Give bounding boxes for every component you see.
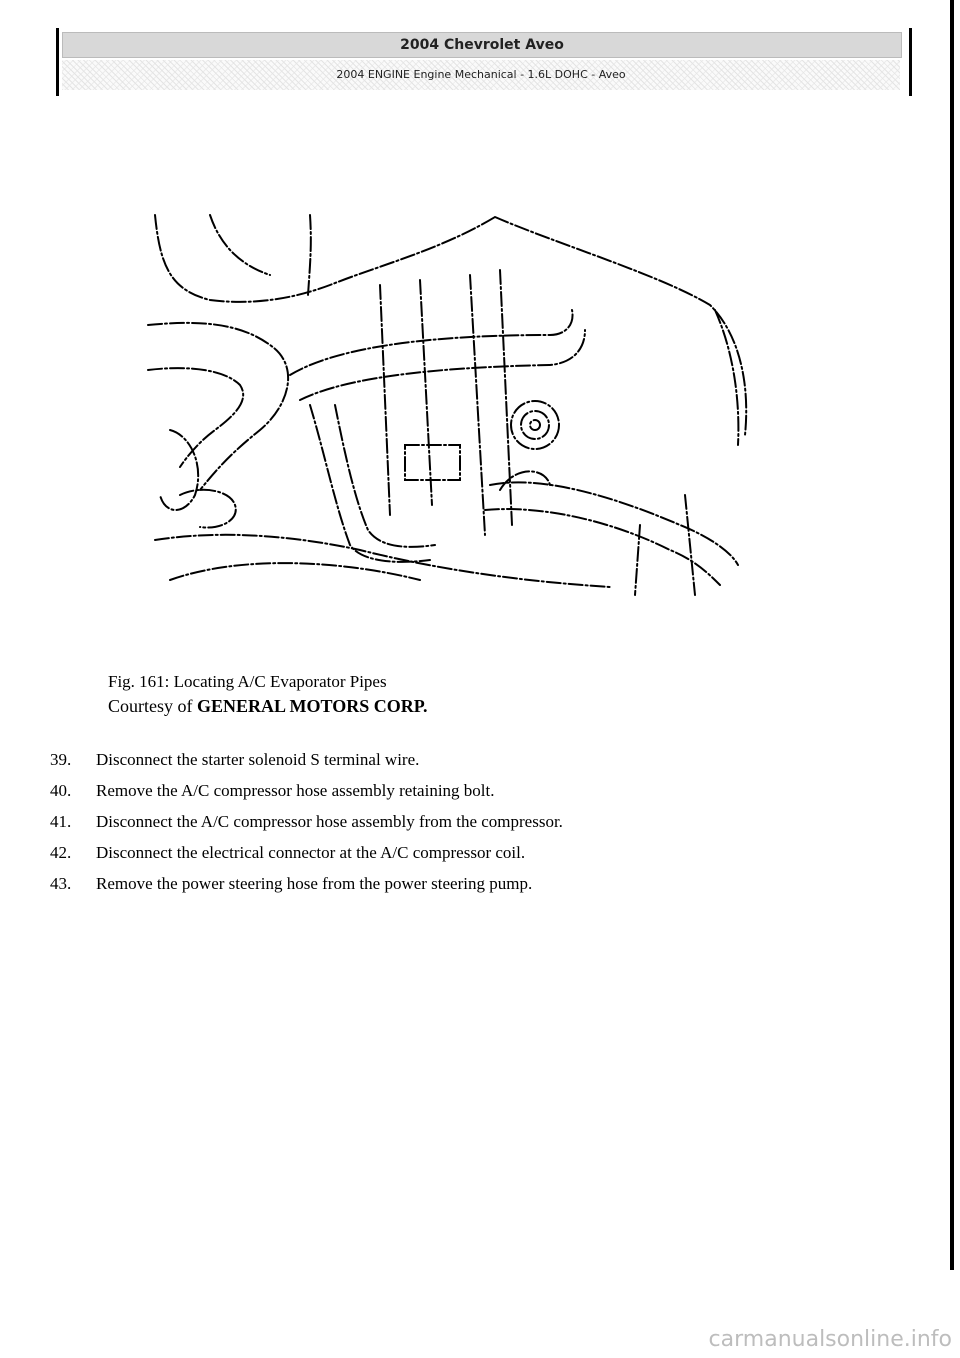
step-text: Remove the A/C compressor hose assembly retaining bolt. bbox=[96, 781, 495, 800]
step-number: 43. bbox=[50, 874, 72, 893]
step-item bbox=[50, 806, 910, 837]
courtesy-org: GENERAL MOTORS CORP. bbox=[197, 696, 428, 716]
step-item bbox=[50, 744, 910, 775]
step-item bbox=[50, 868, 910, 899]
ac-evaporator-pipes-illustration bbox=[140, 205, 760, 600]
step-number: 42. bbox=[50, 843, 72, 862]
step-text: Disconnect the starter solenoid S terminal wire. bbox=[96, 750, 420, 769]
step-text: Disconnect the A/C compressor hose assembly from the compressor. bbox=[96, 812, 563, 831]
watermark: carmanualsonline.info bbox=[708, 1327, 952, 1352]
caption-line bbox=[108, 670, 428, 694]
page-title: 2004 Chevrolet Aveo bbox=[62, 32, 902, 58]
courtesy-line bbox=[108, 694, 428, 718]
step-number: 41. bbox=[50, 812, 72, 831]
step-text: Remove the power steering hose from the power steering pump. bbox=[96, 874, 533, 893]
caption-title: Locating A/C Evaporator Pipes bbox=[173, 672, 387, 691]
procedure-steps bbox=[50, 744, 910, 899]
step-number: 39. bbox=[50, 750, 72, 769]
courtesy-prefix: Courtesy of bbox=[108, 696, 193, 716]
step-number: 40. bbox=[50, 781, 72, 800]
right-margin-rule bbox=[950, 0, 954, 1270]
page-subtitle: 2004 ENGINE Engine Mechanical - 1.6L DOHC - Aveo bbox=[62, 60, 900, 90]
figure-caption bbox=[108, 670, 428, 718]
step-item bbox=[50, 837, 910, 868]
caption-prefix: Fig. 161: bbox=[108, 672, 170, 691]
step-item bbox=[50, 775, 910, 806]
step-text: Disconnect the electrical connector at the A/C compressor coil. bbox=[96, 843, 526, 862]
